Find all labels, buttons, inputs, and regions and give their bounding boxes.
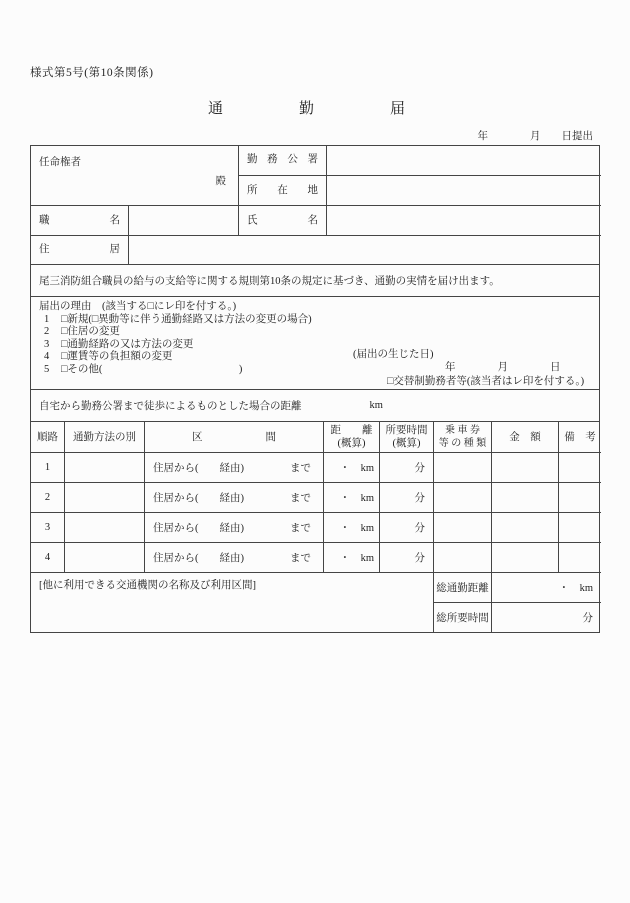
dono-label: 殿	[215, 176, 226, 187]
residence-label: 住居	[31, 235, 128, 264]
total-time-label: 総所要時間	[433, 602, 491, 632]
col-header-ticket: 乗 車 券 等 の 種 類	[433, 422, 491, 452]
route-1-method-cell	[64, 452, 144, 482]
form-number: 様式第5号(第10条関係)	[30, 67, 154, 79]
route-4-no: 4	[31, 542, 64, 572]
reason-item-4-text: □運賃等の負担額の変更	[61, 351, 173, 363]
col-header-junro: 順路	[37, 431, 58, 443]
shift-worker-note: □交替制勤務者等(該当者はレ印を付する。)	[387, 376, 585, 387]
reason-item-2-text: □住居の変更	[61, 326, 120, 338]
header-info-table	[30, 145, 600, 265]
route-4-distance-cell: ・ km	[323, 542, 379, 572]
route-3-method-cell	[64, 512, 144, 542]
route-1-time-cell: 分	[379, 452, 433, 482]
reason-item-5: 5 □その他( )	[44, 363, 243, 375]
route-2-no: 2	[31, 482, 64, 512]
route-2-note-cell	[558, 482, 601, 512]
occurred-date-label: (届出の生じた日)	[353, 349, 434, 360]
name-label: 氏名	[238, 205, 326, 235]
location-value-cell	[326, 175, 601, 205]
route-table	[30, 421, 600, 633]
location-label: 所在地	[238, 175, 326, 205]
route-3-note-cell	[558, 512, 601, 542]
walking-distance-row	[30, 389, 600, 422]
reason-item-2: 2 □住居の変更	[44, 326, 120, 338]
route-1-ticket-cell	[433, 452, 491, 482]
residence-value-cell	[128, 235, 601, 264]
walking-distance-label: 自宅から勤務公署まで徒歩によるものとした場合の距離	[39, 401, 302, 412]
col-header-distance: 距 離 (概算)	[323, 422, 379, 452]
reason-item-3-text: □通勤経路の又は方法の変更	[61, 338, 194, 350]
name-value-cell	[326, 205, 601, 235]
col-header-time: 所要時間 (概算)	[379, 422, 433, 452]
reason-item-4: 4 □運賃等の負担額の変更	[44, 351, 173, 363]
declaration-row	[30, 264, 600, 297]
route-4-amount-cell	[491, 542, 558, 572]
route-1-note-cell	[558, 452, 601, 482]
reason-item-1-text: □新規(□異動等に伴う通勤経路又は方法の変更の場合)	[61, 313, 312, 325]
reason-heading: 届出の理由 (該当する□にレ印を付する。)	[39, 301, 237, 312]
route-2-method-cell	[64, 482, 144, 512]
route-4-method-cell	[64, 542, 144, 572]
route-2-time-cell: 分	[379, 482, 433, 512]
col-header-section: 区 間	[144, 422, 323, 452]
route-2-section-cell: 住居から( 経由) まで	[144, 482, 323, 512]
job-title-value-cell	[128, 205, 238, 235]
route-1-distance-cell: ・ km	[323, 452, 379, 482]
page-title: 通勤届	[208, 101, 482, 117]
walking-distance-unit: km	[369, 400, 383, 411]
route-4-ticket-cell	[433, 542, 491, 572]
total-distance-label: 総通勤距離	[433, 572, 491, 602]
submit-date-line: 年 月 日提出	[477, 131, 593, 142]
reason-box	[30, 296, 600, 390]
route-1-section-cell: 住居から( 経由) まで	[144, 452, 323, 482]
occurred-date-line: 年 月 日	[445, 362, 561, 373]
route-2-ticket-cell	[433, 482, 491, 512]
declaration-text: 尾三消防組合職員の給与の支給等に関する規則第10条の規定に基づき、通勤の実情を届け出ます。	[39, 276, 500, 287]
other-transport-cell: [他に利用できる交通機関の名称及び利用区間]	[31, 572, 433, 632]
route-4-note-cell	[558, 542, 601, 572]
office-label: 勤務公署	[238, 146, 326, 175]
route-3-amount-cell	[491, 512, 558, 542]
route-2-distance-cell: ・ km	[323, 482, 379, 512]
col-header-note: 備 考	[558, 422, 601, 452]
form-body	[30, 145, 600, 633]
route-3-no: 3	[31, 512, 64, 542]
route-2-amount-cell	[491, 482, 558, 512]
office-value-cell	[326, 146, 601, 175]
col-header-amount: 金 額	[491, 422, 558, 452]
route-1-amount-cell	[491, 452, 558, 482]
col-header-method: 通勤方法の別	[64, 422, 144, 452]
appointer-cell	[31, 146, 238, 205]
reason-item-3: 3 □通勤経路の又は方法の変更	[44, 338, 194, 350]
route-3-distance-cell: ・ km	[323, 512, 379, 542]
total-time-value: 分	[491, 602, 601, 632]
reason-item-5-text: □その他( )	[61, 363, 243, 375]
route-1-no: 1	[31, 452, 64, 482]
total-distance-value: ・ km	[491, 572, 601, 602]
route-3-time-cell: 分	[379, 512, 433, 542]
route-4-section-cell: 住居から( 経由) まで	[144, 542, 323, 572]
route-4-time-cell: 分	[379, 542, 433, 572]
reason-item-1: 1 □新規(□異動等に伴う通勤経路又は方法の変更の場合)	[44, 313, 312, 325]
job-title-label: 職名	[31, 205, 128, 235]
appointer-label: 任命権者	[39, 157, 81, 168]
route-3-ticket-cell	[433, 512, 491, 542]
route-3-section-cell: 住居から( 経由) まで	[144, 512, 323, 542]
